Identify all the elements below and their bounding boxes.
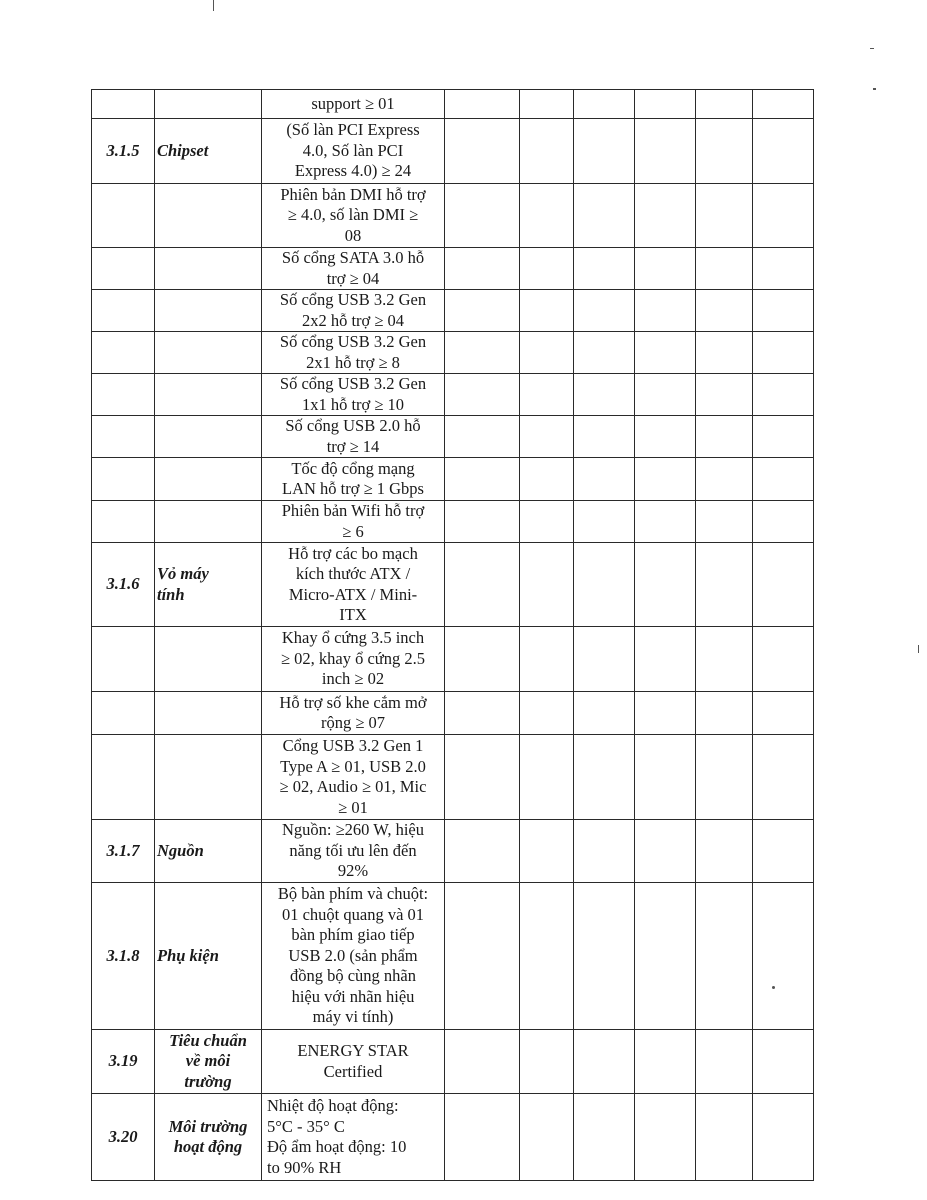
requirement-cell: Hỗ trợ các bo mạch kích thước ATX / Micro-ATX / Mini- ITX [262, 543, 445, 627]
empty-cell [520, 332, 574, 374]
empty-cell [445, 332, 520, 374]
table-row [92, 374, 814, 416]
item-name-cell [155, 543, 262, 627]
empty-cell [753, 332, 814, 374]
empty-cell [445, 735, 520, 820]
item-code-cell [92, 248, 155, 290]
empty-cell [520, 458, 574, 501]
empty-cell [445, 248, 520, 290]
item-code-cell [92, 290, 155, 332]
table-row [92, 883, 814, 1030]
empty-cell [520, 627, 574, 692]
table-row [92, 90, 814, 119]
empty-cell [445, 374, 520, 416]
requirement-cell: Hỗ trợ số khe cắm mở rộng ≥ 07 [262, 692, 445, 735]
item-code-cell [92, 501, 155, 543]
requirement-cell: Tốc độ cổng mạng LAN hỗ trợ ≥ 1 Gbps [262, 458, 445, 501]
empty-cell [696, 1030, 753, 1094]
empty-cell [574, 119, 635, 184]
empty-cell [753, 416, 814, 458]
empty-cell [574, 374, 635, 416]
empty-cell [445, 458, 520, 501]
spec-table-body [92, 90, 814, 1181]
empty-cell [753, 374, 814, 416]
empty-cell [696, 735, 753, 820]
empty-cell [574, 627, 635, 692]
table-row [92, 543, 814, 627]
empty-cell [574, 735, 635, 820]
empty-cell [635, 692, 696, 735]
requirement-cell: Phiên bản DMI hỗ trợ ≥ 4.0, số làn DMI ≥ 08 [262, 184, 445, 248]
empty-cell [635, 248, 696, 290]
empty-cell [696, 184, 753, 248]
item-name-text: Tiêu chuẩn về môi trường [169, 1030, 247, 1091]
item-name-cell [155, 184, 262, 248]
empty-cell [696, 883, 753, 1030]
empty-cell [445, 416, 520, 458]
empty-cell [520, 374, 574, 416]
item-name-cell [155, 735, 262, 820]
requirement-cell: Số cổng USB 3.2 Gen 2x2 hỗ trợ ≥ 04 [262, 290, 445, 332]
table-row [92, 119, 814, 184]
empty-cell [574, 90, 635, 119]
empty-cell [445, 184, 520, 248]
empty-cell [445, 1094, 520, 1181]
requirement-cell: Bộ bàn phím và chuột: 01 chuột quang và 01 bàn phím giao tiếp USB 2.0 (sản phẩm đồng bộ cùng nhãn hiệu với nhãn hiệu máy vi tính) [262, 883, 445, 1030]
item-code-cell: 3.20 [92, 1094, 155, 1181]
table-row [92, 184, 814, 248]
requirement-cell: Số cổng USB 3.2 Gen 2x1 hỗ trợ ≥ 8 [262, 332, 445, 374]
empty-cell [696, 416, 753, 458]
empty-cell [574, 184, 635, 248]
empty-cell [520, 501, 574, 543]
empty-cell [520, 248, 574, 290]
empty-cell [574, 883, 635, 1030]
table-row [92, 332, 814, 374]
empty-cell [635, 90, 696, 119]
table-row [92, 501, 814, 543]
empty-cell [520, 735, 574, 820]
empty-cell [520, 1030, 574, 1094]
item-name-cell [155, 248, 262, 290]
empty-cell [635, 184, 696, 248]
empty-cell [445, 692, 520, 735]
scan-mark [873, 88, 876, 90]
empty-cell [574, 820, 635, 883]
empty-cell [696, 1094, 753, 1181]
empty-cell [520, 184, 574, 248]
item-code-cell: 3.1.5 [92, 119, 155, 184]
spec-table [91, 89, 814, 1181]
table-row [92, 416, 814, 458]
table-row [92, 290, 814, 332]
empty-cell [520, 883, 574, 1030]
empty-cell [635, 883, 696, 1030]
empty-cell [635, 416, 696, 458]
item-name-text: Vỏ máy tính [157, 564, 209, 604]
empty-cell [635, 332, 696, 374]
empty-cell [635, 290, 696, 332]
item-name-cell [155, 332, 262, 374]
empty-cell [574, 692, 635, 735]
empty-cell [635, 735, 696, 820]
item-name-text: Chipset [157, 140, 209, 160]
empty-cell [520, 543, 574, 627]
empty-cell [520, 820, 574, 883]
empty-cell [445, 543, 520, 627]
item-name-cell [155, 1094, 262, 1181]
empty-cell [635, 1094, 696, 1181]
item-code-cell [92, 692, 155, 735]
empty-cell [574, 1094, 635, 1181]
empty-cell [445, 1030, 520, 1094]
empty-cell [574, 290, 635, 332]
scan-mark [213, 0, 214, 11]
item-code-cell [92, 416, 155, 458]
empty-cell [635, 627, 696, 692]
empty-cell [753, 692, 814, 735]
empty-cell [696, 692, 753, 735]
empty-cell [753, 820, 814, 883]
item-name-cell [155, 627, 262, 692]
item-code-cell [92, 184, 155, 248]
empty-cell [445, 119, 520, 184]
item-name-cell [155, 374, 262, 416]
requirement-cell: Số cổng USB 2.0 hỗ trợ ≥ 14 [262, 416, 445, 458]
item-code-cell: 3.1.6 [92, 543, 155, 627]
empty-cell [574, 1030, 635, 1094]
empty-cell [445, 290, 520, 332]
table-row [92, 627, 814, 692]
item-name-cell [155, 416, 262, 458]
requirement-cell: (Số làn PCI Express 4.0, Số làn PCI Express 4.0) ≥ 24 [262, 119, 445, 184]
table-row [92, 1030, 814, 1094]
table-row [92, 692, 814, 735]
table-row [92, 820, 814, 883]
empty-cell [520, 119, 574, 184]
requirement-cell: ENERGY STAR Certified [262, 1030, 445, 1094]
empty-cell [753, 1030, 814, 1094]
requirement-cell: Phiên bản Wifi hỗ trợ ≥ 6 [262, 501, 445, 543]
empty-cell [445, 820, 520, 883]
requirement-cell: Khay ổ cứng 3.5 inch ≥ 02, khay ổ cứng 2.5 inch ≥ 02 [262, 627, 445, 692]
table-row [92, 735, 814, 820]
empty-cell [574, 501, 635, 543]
item-name-cell [155, 119, 262, 184]
empty-cell [574, 248, 635, 290]
empty-cell [445, 90, 520, 119]
empty-cell [696, 458, 753, 501]
empty-cell [574, 416, 635, 458]
table-row [92, 1094, 814, 1181]
empty-cell [635, 374, 696, 416]
item-name-cell [155, 458, 262, 501]
requirement-cell: Số cổng USB 3.2 Gen 1x1 hỗ trợ ≥ 10 [262, 374, 445, 416]
empty-cell [696, 90, 753, 119]
item-code-cell [92, 458, 155, 501]
item-name-cell [155, 692, 262, 735]
empty-cell [445, 501, 520, 543]
item-code-cell [92, 90, 155, 119]
empty-cell [753, 543, 814, 627]
empty-cell [635, 1030, 696, 1094]
empty-cell [520, 1094, 574, 1181]
requirement-cell: Cổng USB 3.2 Gen 1 Type A ≥ 01, USB 2.0 ≥ 02, Audio ≥ 01, Mic ≥ 01 [262, 735, 445, 820]
item-code-cell: 3.19 [92, 1030, 155, 1094]
empty-cell [696, 820, 753, 883]
requirement-cell: support ≥ 01 [262, 90, 445, 119]
empty-cell [520, 692, 574, 735]
empty-cell [520, 90, 574, 119]
requirement-cell: Nguồn: ≥260 W, hiệu năng tối ưu lên đến 92% [262, 820, 445, 883]
item-name-cell [155, 290, 262, 332]
item-name-text: Nguồn [157, 840, 204, 860]
item-name-cell [155, 90, 262, 119]
empty-cell [696, 248, 753, 290]
empty-cell [753, 627, 814, 692]
empty-cell [753, 248, 814, 290]
table-row [92, 458, 814, 501]
requirement-cell: Nhiệt độ hoạt động: 5°C - 35° C Độ ẩm hoạt động: 10 to 90% RH [262, 1094, 445, 1181]
empty-cell [753, 883, 814, 1030]
empty-cell [753, 735, 814, 820]
item-name-cell [155, 1030, 262, 1094]
table-row [92, 248, 814, 290]
empty-cell [635, 119, 696, 184]
empty-cell [696, 543, 753, 627]
item-name-cell [155, 883, 262, 1030]
empty-cell [753, 184, 814, 248]
empty-cell [696, 119, 753, 184]
empty-cell [753, 119, 814, 184]
empty-cell [753, 290, 814, 332]
empty-cell [445, 627, 520, 692]
item-code-cell [92, 374, 155, 416]
item-code-cell [92, 627, 155, 692]
item-code-cell: 3.1.7 [92, 820, 155, 883]
empty-cell [574, 332, 635, 374]
empty-cell [696, 290, 753, 332]
empty-cell [696, 374, 753, 416]
empty-cell [574, 458, 635, 501]
empty-cell [753, 458, 814, 501]
item-code-cell: 3.1.8 [92, 883, 155, 1030]
empty-cell [445, 883, 520, 1030]
empty-cell [753, 1094, 814, 1181]
item-name-cell [155, 501, 262, 543]
empty-cell [574, 543, 635, 627]
empty-cell [635, 543, 696, 627]
empty-cell [635, 458, 696, 501]
item-name-cell [155, 820, 262, 883]
empty-cell [696, 627, 753, 692]
item-name-text: Phụ kiện [157, 945, 219, 965]
empty-cell [520, 290, 574, 332]
item-name-text: Môi trường hoạt động [168, 1116, 248, 1156]
empty-cell [696, 332, 753, 374]
empty-cell [753, 501, 814, 543]
item-code-cell [92, 332, 155, 374]
item-code-cell [92, 735, 155, 820]
empty-cell [753, 90, 814, 119]
empty-cell [696, 501, 753, 543]
empty-cell [635, 501, 696, 543]
empty-cell [520, 416, 574, 458]
requirement-cell: Số cổng SATA 3.0 hỗ trợ ≥ 04 [262, 248, 445, 290]
scan-mark [870, 48, 874, 49]
scan-mark [918, 645, 919, 653]
empty-cell [635, 820, 696, 883]
